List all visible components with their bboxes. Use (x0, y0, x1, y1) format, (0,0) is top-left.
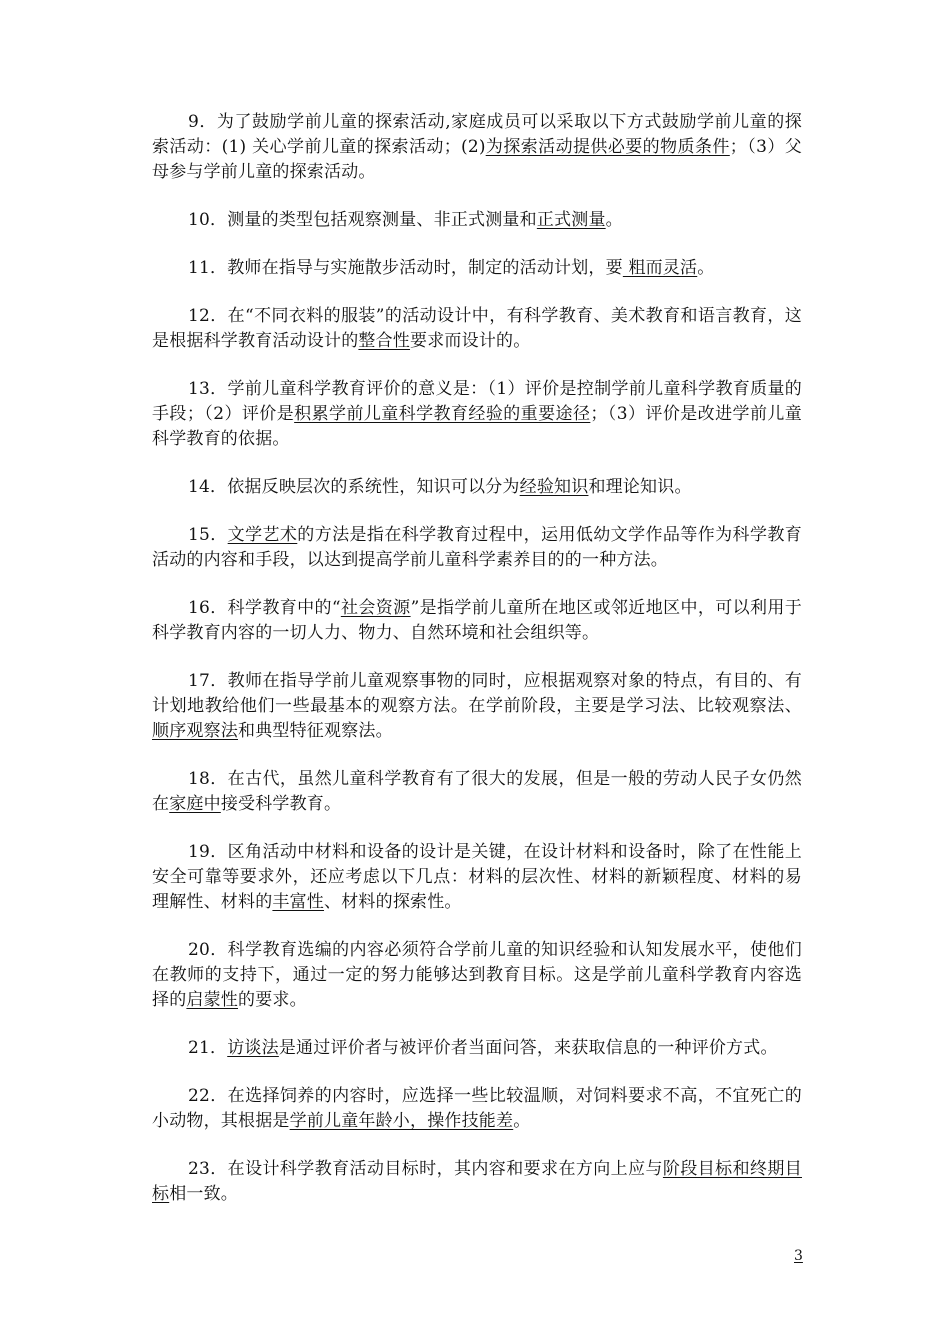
question-text: 。 (513, 1111, 531, 1131)
question-paragraph-q22 (152, 1084, 802, 1134)
question-text: 接受科学教育。 (220, 794, 342, 814)
question-text: 16．科学教育中的“ (188, 598, 341, 618)
question-text: 和理论知识。 (588, 477, 692, 497)
question-text: 13．学前儿童科学教育评价的意义是：（1）评价是控制学前儿童科学教育质量的手段；（2）评价是 (152, 379, 802, 424)
answer-underlined-text: 文学艺术 (227, 525, 298, 545)
question-text: 的要求。 (238, 990, 307, 1010)
question-text: 15． (188, 525, 228, 545)
question-text: 9．为了鼓励学前儿童的探索活动,家庭成员可以采取以下方式鼓励学前儿童的探索活动：(1) 关心学前儿童的探索活动；(2) (152, 112, 802, 157)
answer-underlined-text: 阶段目标和终期目标 (152, 1159, 802, 1204)
answer-underlined-text: 家庭中 (169, 794, 221, 814)
question-text: 23．在设计科学教育活动目标时，其内容和要求在方向上应与 (188, 1159, 663, 1179)
question-paragraph-q15 (152, 523, 802, 573)
question-paragraph-q9 (152, 110, 802, 185)
question-paragraph-q17 (152, 669, 802, 744)
answer-underlined-text: 整合性 (358, 331, 411, 351)
question-paragraph-q12 (152, 304, 802, 354)
question-paragraph-q10 (152, 208, 802, 233)
document-body (152, 110, 802, 1230)
question-text: 、材料的探索性。 (324, 892, 462, 912)
answer-underlined-text: 顺序观察法 (152, 721, 238, 741)
question-paragraph-q18 (152, 767, 802, 817)
question-text: 12．在“不同衣料的服装”的活动设计中，有科学教育、美术教育和语言教育，这是根据科学教育活动设计的 (152, 306, 802, 351)
question-text: 相一致。 (169, 1184, 239, 1204)
question-text: 18．在古代，虽然儿童科学教育有了很大的发展，但是一般的劳动人民子女仍然在 (152, 769, 802, 814)
answer-underlined-text: 粗而灵活 (622, 258, 698, 278)
question-text: ；（3）评价是改进学前儿童科学教育的依据。 (152, 404, 802, 449)
answer-underlined-text: 正式测量 (536, 210, 606, 230)
question-text: 和典型特征观察法。 (238, 721, 393, 741)
question-text: 21． (188, 1038, 228, 1058)
answer-underlined-text: 积累学前儿童科学教育经验的重要途径 (294, 404, 591, 424)
answer-underlined-text: 社会资源 (340, 598, 411, 618)
question-paragraph-q11 (152, 256, 802, 281)
question-text: ；（3）父母参与学前儿童的探索活动。 (152, 137, 802, 182)
question-text: 。 (697, 258, 715, 278)
question-text: 22．在选择饲养的内容时，应选择一些比较温顺，对饲料要求不高，不宜死亡的小动物，其根据是 (152, 1086, 802, 1131)
answer-underlined-text: 丰富性 (272, 892, 325, 912)
question-text: 10．测量的类型包括观察测量、非正式测量和 (188, 210, 537, 230)
answer-underlined-text: 为探索活动提供必要的物质条件 (485, 137, 730, 157)
question-text: 20．科学教育选编的内容必须符合学前儿童的知识经验和认知发展水平，使他们在教师的支持下，通过一定的努力能够达到教育目标。这是学前儿童科学教育内容选择的 (152, 940, 802, 1010)
question-paragraph-q16 (152, 596, 802, 646)
question-text: ”是指学前儿童所在地区或邻近地区中，可以利用于科学教育内容的一切人力、物力、自然环境和社会组织等。 (152, 598, 802, 643)
question-paragraph-q19 (152, 840, 802, 915)
answer-underlined-text: 访谈法 (227, 1038, 279, 1058)
question-paragraph-q23 (152, 1157, 802, 1207)
question-text: 要求而设计的。 (410, 331, 531, 351)
question-paragraph-q20 (152, 938, 802, 1013)
question-text: 。 (605, 210, 623, 230)
question-text: 14．依据反映层次的系统性，知识可以分为 (188, 477, 520, 497)
question-text: 19．区角活动中材料和设备的设计是关键，在设计材料和设备时，除了在性能上安全可靠等要求外，还应考虑以下几点：材料的层次性、材料的新颖程度、材料的易理解性、材料的 (152, 842, 802, 912)
question-paragraph-q21 (152, 1036, 802, 1061)
answer-underlined-text: 经验知识 (519, 477, 589, 497)
question-text: 17．教师在指导学前儿童观察事物的同时，应根据观察对象的特点，有目的、有计划地教给他们一些最基本的观察方法。在学前阶段，主要是学习法、比较观察法、 (152, 671, 802, 716)
question-paragraph-q14 (152, 475, 802, 500)
question-text: 11．教师在指导与实施散步活动时，制定的活动计划，要 (188, 258, 623, 278)
question-paragraph-q13 (152, 377, 802, 452)
page-number: 3 (794, 1248, 803, 1264)
question-text: 是通过评价者与被评价者当面问答，来获取信息的一种评价方式。 (278, 1038, 778, 1058)
answer-underlined-text: 启蒙性 (186, 990, 239, 1010)
question-text: 的方法是指在科学教育过程中，运用低幼文学作品等作为科学教育活动的内容和手段，以达到提高学前儿童科学素养目的的一种方法。 (152, 525, 802, 570)
answer-underlined-text: 学前儿童年龄小，操作技能差 (289, 1111, 514, 1131)
